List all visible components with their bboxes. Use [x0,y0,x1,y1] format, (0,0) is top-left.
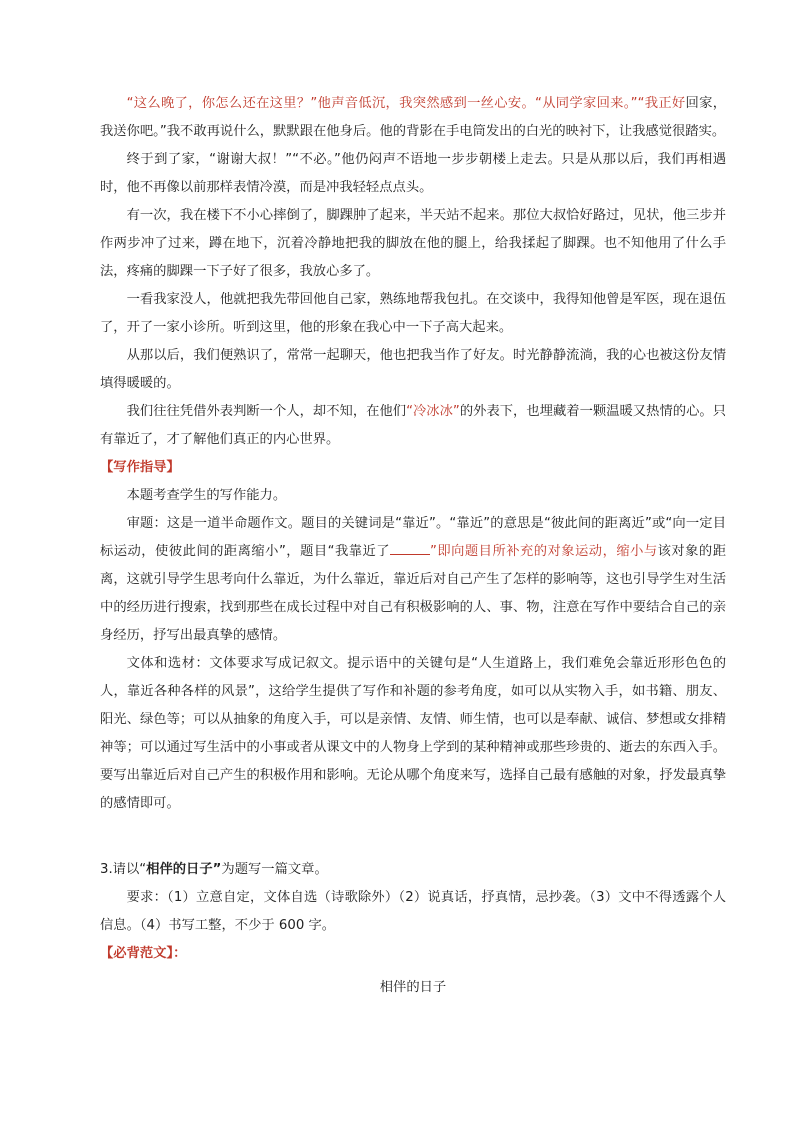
guide-paragraph-2: 审题：这是一道半命题作文。题目的关键词是“靠近”。“靠近”的意思是“彼此间的距离近”或“向一定目标运动，使彼此间的距离缩小”，题目“我靠近了 ”即向题目所补充的对象运动，缩小与该对象的距离，这就引导学生思考向什么靠近，为什么靠近，靠近后对自己产生了怎样的影响等，这也引导学生对生活中的经历进行搜索，找到那些在成长过程中对自己有积极影响的人、事、物，注意在写作中要结合自己的亲身经历，抒写出最真挚的感情。 [100,516,726,643]
fill-blank [390,540,430,555]
story-paragraph-5: 从那以后，我们便熟识了，常常一起聊天，他也把我当作了好友。时光静静流淌，我的心也被这份友情填得暖暖的。 [100,348,726,391]
story-section [100,90,726,818]
story-paragraph-4: 一看我家没人，他就把我先带回他自己家，熟练地帮我包扎。在交谈中，我得知他曾是军医，现在退伍了，开了一家小诊所。听到这里，他的形象在我心中一下子高大起来。 [100,292,726,335]
story-paragraph-6: 我们往往凭借外表判断一个人，却不知，在他们“冷冰冰”的外表下，也埋藏着一颗温暖又热情的心。只有靠近了，才了解他们真正的内心世界。 [100,404,726,447]
guide-paragraph-1: 本题考查学生的写作能力。 [126,488,287,503]
writing-guide-heading: 【写作指导】 [100,460,180,475]
model-essay-heading: 【必背范文】： [100,946,187,961]
guide-paragraph-3: 文体和选材：文体要求写成记叙文。提示语中的关键句是“人生道路上，我们难免会靠近形形色色的人，靠近各种各样的风景”，这给学生提供了写作和补题的参考角度，如可以从实物入手，如书籍、朋友、阳光、绿色等；可以从抽象的角度入手，可以是亲情、友情、师生情，也可以是奉献、诚信、梦想或女排精神等；可以通过写生活中的小事或者从课文中的人物身上学到的某种精神或那些珍贵的、逝去的东西入手。要写出靠近后对自己产生的积极作用和影响。无论从哪个角度来写，选择自己最有感触的对象，抒发最真挚的感情即可。 [100,656,726,811]
story-paragraph-3: 有一次，我在楼下不小心摔倒了，脚踝肿了起来，半天站不起来。那位大叔恰好路过，见状，他三步并作两步冲了过来，蹲在地下，沉着冷静地把我的脚放在他的腿上，给我揉起了脚踝。也不知他用了什么手法，疼痛的脚踝一下子好了很多，我放心多了。 [100,208,726,279]
question-3-section [100,856,726,1002]
question-3-requirements: 要求：（1）立意自定，文体自选（诗歌除外）（2）说真话，抒真情，忌抄袭。（3）文中不得透露个人信息。（4）书写工整，不少于 600 字。 [100,890,726,933]
essay-title: 相伴的日子 [379,980,447,995]
story-paragraph-1: “这么晚了，你怎么还在这里？”他声音低沉，我突然感到一丝心安。“从同学家回来。”“我正好回家，我送你吧。”我不敢再说什么，默默跟在他身后。他的背影在手电筒发出的白光的映衬下，让我感觉很踏实。 [100,96,727,139]
story-paragraph-2: 终于到了家，“谢谢大叔！”“不必。”他仍闷声不语地一步步朝楼上走去。只是从那以后，我们再相遇时，他不再像以前那样表情冷漠，而是冲我轻轻点点头。 [100,152,726,195]
question-3-prompt: 3.请以“相伴的日子”为题写一篇文章。 [100,862,328,877]
